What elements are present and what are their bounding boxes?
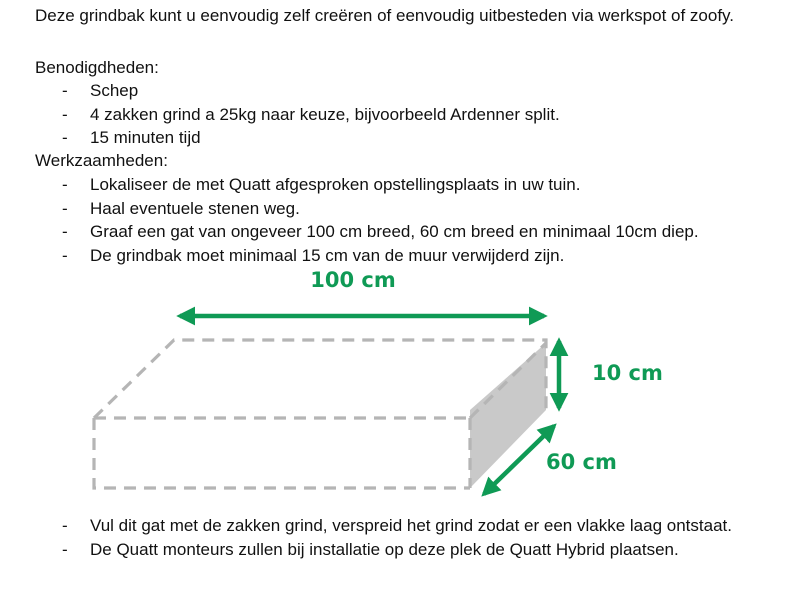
list-bullet: - — [62, 539, 68, 559]
list-item-text: De grindbak moet minimaal 15 cm van de muur verwijderd zijn. — [90, 245, 565, 265]
box-side-face — [470, 343, 546, 488]
final-tasks-list — [0, 514, 750, 561]
list-item-text: De Quatt monteurs zullen bij installatie op deze plek de Quatt Hybrid plaatsen. — [90, 539, 679, 559]
depth-label: 60 cm — [546, 450, 617, 474]
list-item-text: Graaf een gat van ongeveer 100 cm breed, 60 cm breed en minimaal 10cm diep. — [90, 222, 699, 241]
list-bullet: - — [62, 175, 68, 194]
list-item-text: 15 minuten tijd — [90, 128, 201, 147]
width-label: 100 cm — [310, 268, 396, 292]
list-item-text: Vul dit gat met de zakken grind, verspreid het grind zodat er een vlakke laag ontstaat. — [90, 516, 732, 535]
list-bullet: - — [62, 104, 68, 124]
list-item-text: Lokaliseer de met Quatt afgesproken opstellingsplaats in uw tuin. — [90, 175, 581, 194]
list-item-text: Haal eventuele stenen weg. — [90, 198, 300, 218]
list-bullet: - — [62, 222, 68, 241]
box-front-bottom-edge — [94, 418, 470, 488]
list-bullet: - — [62, 128, 68, 147]
list-item — [0, 514, 750, 538]
list-bullet: - — [62, 198, 68, 218]
list-item-text: 4 zakken grind a 25kg naar keuze, bijvoorbeeld Ardenner split. — [90, 104, 560, 124]
height-label: 10 cm — [592, 361, 663, 385]
list-item — [0, 538, 750, 562]
list-bullet: - — [62, 81, 68, 100]
intro-paragraph: Deze grindbak kunt u eenvoudig zelf creëren of eenvoudig uitbesteden via werkspot of zoofy. — [35, 6, 735, 25]
list-bullet: - — [62, 516, 68, 535]
list-item-text: Schep — [90, 81, 139, 100]
list-bullet: - — [62, 245, 68, 265]
tasks-heading: Werkzaamheden: — [35, 151, 168, 170]
supplies-heading: Benodigdheden: — [35, 58, 159, 77]
